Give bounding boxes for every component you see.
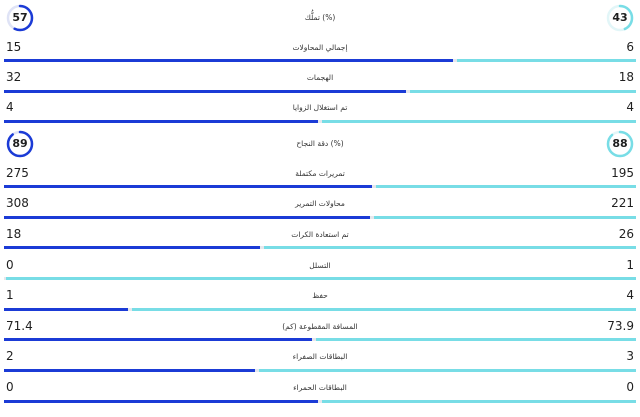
stat-bar xyxy=(4,338,636,341)
away-bar xyxy=(316,338,636,341)
home-value: 308 xyxy=(6,196,29,210)
stat-row-recoveries xyxy=(0,226,640,252)
away-bar xyxy=(6,277,636,280)
stat-row-yellow-cards xyxy=(0,348,640,374)
away-accuracy-ring xyxy=(606,130,634,158)
away-value: 3 xyxy=(626,349,634,363)
stat-label: حفظ xyxy=(312,291,328,300)
home-bar xyxy=(4,185,372,188)
stat-row-passes-completed xyxy=(0,165,640,191)
away-value: 195 xyxy=(611,166,634,180)
stat-label: المسافة المقطوعة (كم) xyxy=(282,322,358,331)
stat-bar xyxy=(4,185,636,188)
accuracy-row xyxy=(0,128,640,162)
home-value: 1 xyxy=(6,288,14,302)
away-value: 26 xyxy=(618,227,634,241)
stat-label: تم استغلال الزوايا xyxy=(292,103,348,112)
stat-label: الهجمات xyxy=(306,73,334,82)
away-value: 18 xyxy=(618,70,634,84)
stat-label: إجمالي المحاولات xyxy=(292,43,348,52)
home-value: 15 xyxy=(6,40,22,54)
stat-row-corners xyxy=(0,98,640,124)
stat-label: تم استعادة الكرات xyxy=(291,230,349,239)
away-bar xyxy=(322,400,636,403)
away-bar xyxy=(457,59,636,62)
stat-bar xyxy=(4,59,636,62)
stat-row-offsides xyxy=(0,257,640,283)
stat-label: التسلل xyxy=(309,261,331,270)
stat-bar xyxy=(4,246,636,249)
stat-row-saves xyxy=(0,287,640,313)
stat-label: محاولات التمرير xyxy=(295,199,345,208)
away-value: 4 xyxy=(626,100,634,114)
stat-bar xyxy=(4,90,636,93)
home-bar xyxy=(4,246,260,249)
home-bar xyxy=(4,120,318,123)
away-value: 0 xyxy=(626,380,634,394)
stat-row-pass-attempts xyxy=(0,195,640,221)
accuracy-label: دقة النجاح (%) xyxy=(296,139,344,148)
home-value: 4 xyxy=(6,100,14,114)
stat-label: البطاقات الحمراء xyxy=(293,383,347,392)
away-value: 1 xyxy=(626,258,634,272)
home-possession-value: 57 xyxy=(12,11,28,24)
home-bar xyxy=(4,338,312,341)
away-bar xyxy=(322,120,636,123)
home-bar xyxy=(4,59,453,62)
home-bar xyxy=(4,308,128,311)
stat-bar xyxy=(4,216,636,219)
home-value: 2 xyxy=(6,349,14,363)
away-possession-ring xyxy=(606,4,634,32)
stat-row-red-cards xyxy=(0,379,640,405)
stat-bar xyxy=(4,120,636,123)
away-accuracy-value: 88 xyxy=(612,137,628,150)
home-bar xyxy=(4,400,318,403)
away-bar xyxy=(264,246,636,249)
home-value: 32 xyxy=(6,70,22,84)
away-bar xyxy=(376,185,636,188)
stat-bar xyxy=(4,277,636,280)
home-value: 71.4 xyxy=(6,319,33,333)
stat-row-attacks xyxy=(0,68,640,94)
home-bar xyxy=(4,369,255,372)
stat-bar xyxy=(4,400,636,403)
away-value: 73.9 xyxy=(607,319,634,333)
stat-row-total-attempts xyxy=(0,38,640,64)
stat-row-distance xyxy=(0,318,640,344)
stat-bar xyxy=(4,369,636,372)
home-accuracy-value: 89 xyxy=(12,137,28,150)
away-value: 6 xyxy=(626,40,634,54)
stat-bar xyxy=(4,308,636,311)
home-value: 0 xyxy=(6,258,14,272)
home-value: 18 xyxy=(6,227,22,241)
stat-label: تمريرات مكتملة xyxy=(295,169,345,178)
home-bar xyxy=(4,216,370,219)
away-bar xyxy=(410,90,636,93)
away-bar xyxy=(374,216,636,219)
home-bar xyxy=(4,90,406,93)
home-value: 0 xyxy=(6,380,14,394)
away-bar xyxy=(259,369,636,372)
away-value: 221 xyxy=(611,196,634,210)
away-bar xyxy=(132,308,636,311)
possession-row xyxy=(0,0,640,36)
away-value: 4 xyxy=(626,288,634,302)
possession-label: تملُّك (%) xyxy=(304,13,336,22)
away-possession-value: 43 xyxy=(612,11,628,24)
stat-label: البطاقات الصفراء xyxy=(292,352,348,361)
home-value: 275 xyxy=(6,166,29,180)
